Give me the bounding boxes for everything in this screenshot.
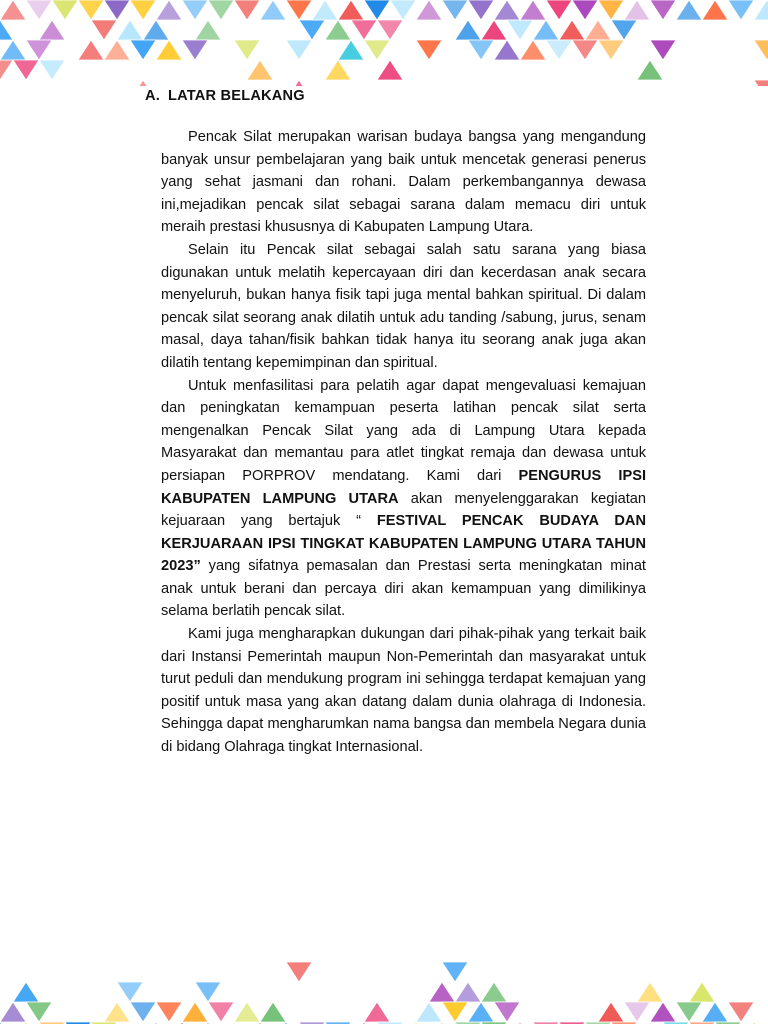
decorative-triangle (26, 0, 52, 20)
decorative-triangle (39, 60, 65, 80)
section-title: LATAR BELAKANG (168, 88, 305, 104)
decorative-triangle (559, 20, 585, 40)
decorative-triangle (130, 80, 156, 86)
decorative-triangle (78, 0, 104, 20)
decorative-triangle (390, 0, 416, 20)
decorative-triangle (13, 60, 39, 80)
decorative-triangle (520, 0, 546, 20)
decorative-triangle (507, 20, 533, 40)
decorative-triangle (286, 962, 312, 982)
decorative-triangle (455, 982, 481, 1002)
paragraph-text: Selain itu Pencak silat sebagai salah satu sarana yang biasa digunakan untuk melatih kepercayaan diri dan kecerdasan anak secara menyeluruh, bukan hanya fisik tapi juga mental bahkan spiritual. Di dalam pencak silat seorang anak dilatih untuk adu tanding /sabung, jurus, senam masal, daya tahan/fisik bahkan tidak hanya itu seorang anak juga akan dilatih tentang kepemimpinan dan spiritual. (161, 241, 646, 371)
decorative-triangle (598, 0, 624, 20)
decorative-triangle (234, 1002, 260, 1022)
decorative-triangle (468, 40, 494, 60)
decorative-triangle (728, 1002, 754, 1022)
decorative-triangle (286, 40, 312, 60)
decorative-triangle (247, 60, 273, 80)
decorative-triangle (442, 962, 468, 982)
decorative-bottom-banner (0, 962, 768, 1024)
decorative-triangle (0, 40, 26, 60)
paragraph-text: Untuk menfasilitasi para pelatih agar dapat mengevaluasi kemajuan dan peningkatan kemampuan peserta latihan pencak silat serta mengenalkan Pencak Silat yang ada di Lampung Utara kepada Masyarakat dan memantau para atlet tingkat remaja dan dewasa untuk persiapan PORPROV mendatang. Kami dari (161, 377, 646, 484)
decorative-triangle (325, 60, 351, 80)
paragraph-3 (161, 375, 646, 624)
decorative-triangle (624, 1002, 650, 1022)
decorative-triangle (481, 20, 507, 40)
decorative-triangle (702, 1002, 728, 1022)
decorative-triangle (364, 40, 390, 60)
decorative-triangle (637, 60, 663, 80)
decorative-triangle (156, 0, 182, 20)
decorative-triangle (546, 40, 572, 60)
decorative-triangle (325, 20, 351, 40)
decorative-triangle (0, 0, 26, 20)
decorative-triangle (520, 40, 546, 60)
section-number: A. (145, 88, 160, 104)
decorative-triangle (130, 40, 156, 60)
decorative-triangle (13, 982, 39, 1002)
decorative-triangle (689, 982, 715, 1002)
decorative-triangle (676, 1002, 702, 1022)
event-title: FESTIVAL PENCAK BUDAYA DAN KERJUARAAN IPSI TINGKAT KABUPATEN LAMPUNG UTARA TAHUN 2023” (161, 513, 646, 575)
decorative-triangle (104, 1002, 130, 1022)
decorative-triangle (104, 40, 130, 60)
decorative-triangle (234, 0, 260, 20)
decorative-triangle (182, 0, 208, 20)
decorative-triangle (117, 20, 143, 40)
decorative-triangle (442, 0, 468, 20)
decorative-triangle (39, 20, 65, 40)
decorative-triangle (702, 0, 728, 20)
decorative-triangle (754, 40, 768, 60)
decorative-triangle (234, 40, 260, 60)
decorative-triangle (494, 1002, 520, 1022)
decorative-triangle (598, 40, 624, 60)
decorative-triangle (468, 0, 494, 20)
decorative-triangle (572, 0, 598, 20)
decorative-triangle (429, 982, 455, 1002)
decorative-triangle (117, 982, 143, 1002)
decorative-triangle (468, 1002, 494, 1022)
decorative-triangle (624, 0, 650, 20)
decorative-triangle (143, 20, 169, 40)
decorative-triangle (754, 0, 768, 20)
decorative-triangle (260, 0, 286, 20)
decorative-triangle (0, 20, 13, 40)
decorative-triangle (455, 20, 481, 40)
decorative-triangle (377, 20, 403, 40)
decorative-triangle (676, 0, 702, 20)
decorative-triangle (182, 1002, 208, 1022)
paragraph-text: akan menyelenggarakan kegiatan kejuaraan yang bertajuk “ (161, 490, 646, 530)
decorative-triangle (416, 0, 442, 20)
decorative-triangle (481, 982, 507, 1002)
decorative-triangle (533, 20, 559, 40)
decorative-triangle (286, 0, 312, 20)
decorative-triangle (637, 982, 663, 1002)
decorative-triangle (338, 40, 364, 60)
decorative-triangle (611, 20, 637, 40)
decorative-triangle (91, 20, 117, 40)
decorative-triangle (299, 20, 325, 40)
paragraph-1 (161, 126, 646, 239)
decorative-triangle (286, 80, 312, 86)
decorative-triangle (364, 0, 390, 20)
decorative-triangle (208, 1002, 234, 1022)
decorative-triangle (208, 0, 234, 20)
decorative-triangle (0, 60, 13, 80)
decorative-triangle (754, 80, 768, 86)
paragraph-text: yang sifatnya pemasalan dan Prestasi serta meningkatan minat anak untuk berani dan percaya diri akan kemampuan yang dimilikinya selama berlatih pencak silat. (161, 558, 646, 620)
decorative-triangle (364, 1002, 390, 1022)
decorative-triangle (416, 1002, 442, 1022)
decorative-triangle (650, 40, 676, 60)
paragraph-text: Kami juga mengharapkan dukungan dari pihak-pihak yang terkait baik dari Instansi Pemerintah maupun Non-Pemerintah dan masyarakat untuk turut peduli dan mendukung program ini sehingga terdapat kemajuan yang positif untuk masa yang akan datang dalam dunia olahraga di Indonesia. Sehingga dapat mengharumkan nama bangsa dan membela Negara dunia di bidang Olahraga tingkat Internasional. (161, 626, 646, 756)
decorative-triangle (312, 0, 338, 20)
decorative-triangle (416, 40, 442, 60)
decorative-triangle (442, 1002, 468, 1022)
decorative-triangle (546, 0, 572, 20)
decorative-triangle (572, 40, 598, 60)
decorative-triangle (585, 20, 611, 40)
decorative-triangle (156, 1002, 182, 1022)
decorative-triangle (26, 40, 52, 60)
decorative-triangle (195, 20, 221, 40)
decorative-triangle (104, 0, 130, 20)
decorative-triangle (0, 1002, 26, 1022)
decorative-triangle (130, 1002, 156, 1022)
decorative-top-banner (0, 0, 768, 86)
decorative-triangle (494, 40, 520, 60)
decorative-triangle (494, 0, 520, 20)
organizer-name: PENGURUS IPSI KABUPATEN LAMPUNG UTARA (161, 467, 646, 507)
decorative-triangle (26, 1002, 52, 1022)
paragraph-4 (161, 623, 646, 759)
paragraph-2 (161, 239, 646, 375)
decorative-triangle (195, 982, 221, 1002)
decorative-triangle (260, 1002, 286, 1022)
section-heading (145, 88, 305, 104)
decorative-triangle (156, 40, 182, 60)
decorative-triangle (377, 60, 403, 80)
document-body (161, 126, 646, 759)
decorative-triangle (728, 0, 754, 20)
paragraph-text: Pencak Silat merupakan warisan budaya bangsa yang mengandung banyak unsur pembelajaran yang baik untuk mencetak generasi penerus yang sehat jasmani dan rohani. Dalam perkembangannya dewasa ini,mejadikan pencak silat sebagai sarana dalam memacu diri untuk meraih prestasi khususnya di Kabupaten Lampung Utara. (161, 129, 646, 236)
decorative-triangle (650, 0, 676, 20)
decorative-triangle (351, 20, 377, 40)
decorative-triangle (182, 40, 208, 60)
decorative-triangle (338, 0, 364, 20)
decorative-triangle (598, 1002, 624, 1022)
decorative-triangle (130, 0, 156, 20)
decorative-triangle (650, 1002, 676, 1022)
decorative-triangle (78, 40, 104, 60)
decorative-triangle (52, 0, 78, 20)
